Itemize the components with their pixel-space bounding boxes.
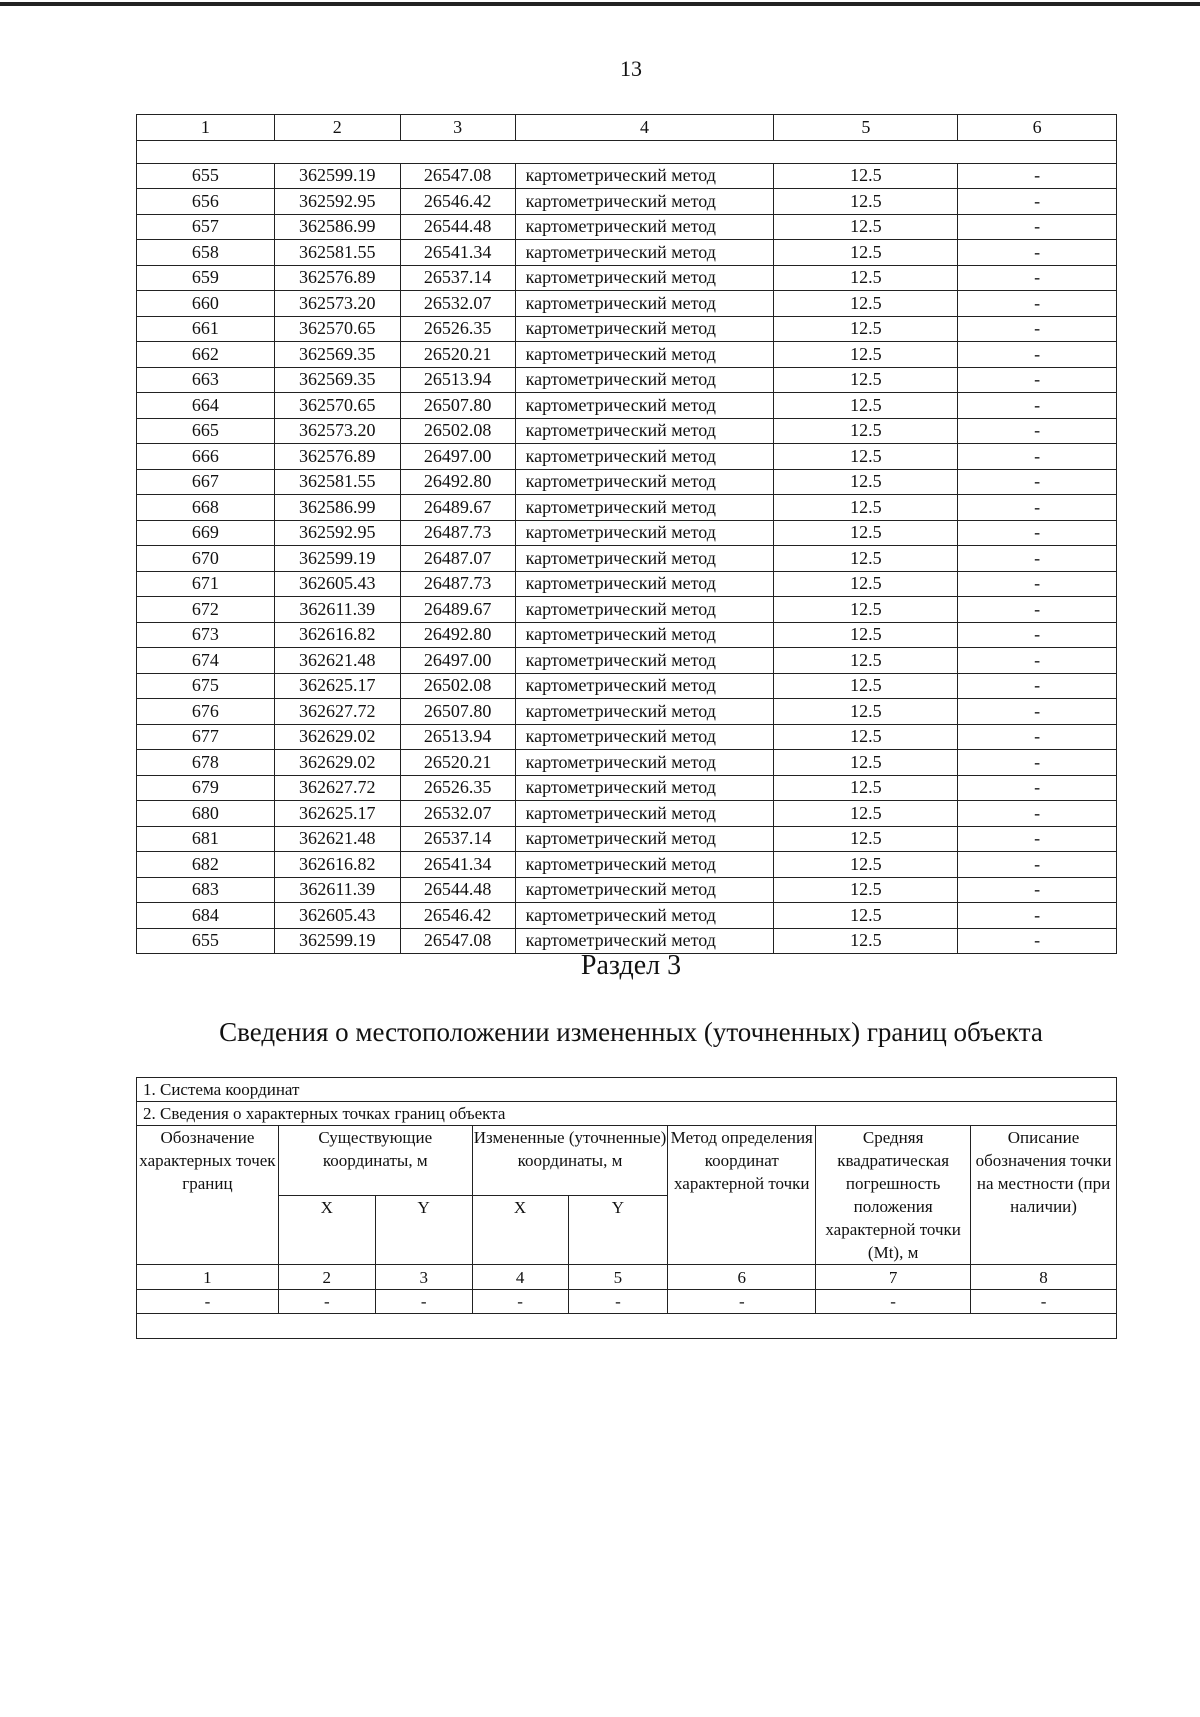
- table-row: [137, 291, 1117, 317]
- column-number: 2: [278, 1265, 375, 1290]
- table-cell: -: [958, 826, 1117, 852]
- table-cell: 26541.34: [400, 240, 515, 266]
- table-cell: картометрический метод: [515, 597, 774, 623]
- table-cell: 656: [137, 189, 275, 215]
- table-cell: 12.5: [774, 597, 958, 623]
- table-cell: 674: [137, 648, 275, 674]
- table-cell: -: [958, 724, 1117, 750]
- table-cell: -: [958, 189, 1117, 215]
- table-row: [137, 852, 1117, 878]
- table-cell: картометрический метод: [515, 342, 774, 368]
- table-row: [137, 367, 1117, 393]
- table-row: [137, 775, 1117, 801]
- table-cell: -: [958, 520, 1117, 546]
- table-cell: 362599.19: [274, 163, 400, 189]
- table-row: [137, 699, 1117, 725]
- column-number-row: [137, 1265, 1117, 1290]
- table-row: [137, 342, 1117, 368]
- table-cell: 26497.00: [400, 648, 515, 674]
- table-cell: 658: [137, 240, 275, 266]
- table-cell: 665: [137, 418, 275, 444]
- table-cell: картометрический метод: [515, 214, 774, 240]
- table-cell: 684: [137, 903, 275, 929]
- table-cell: 26487.73: [400, 571, 515, 597]
- table-row: [137, 673, 1117, 699]
- table-cell: 655: [137, 163, 275, 189]
- table-cell: 676: [137, 699, 275, 725]
- table-cell: картометрический метод: [515, 495, 774, 521]
- table-cell: 362599.19: [274, 546, 400, 572]
- column-number: 7: [816, 1265, 971, 1290]
- table-cell: картометрический метод: [515, 546, 774, 572]
- table-row: [137, 240, 1117, 266]
- table-cell: 12.5: [774, 852, 958, 878]
- table-cell: 362625.17: [274, 801, 400, 827]
- table-cell: картометрический метод: [515, 852, 774, 878]
- table-cell: -: [958, 877, 1117, 903]
- table-cell: 12.5: [774, 469, 958, 495]
- table-cell: 12.5: [774, 342, 958, 368]
- table-cell: 362581.55: [274, 469, 400, 495]
- table-cell: 12.5: [774, 673, 958, 699]
- table-cell: -: [958, 546, 1117, 572]
- table-cell: -: [568, 1290, 668, 1314]
- table-cell: картометрический метод: [515, 163, 774, 189]
- table-cell: -: [958, 852, 1117, 878]
- table-cell: 12.5: [774, 444, 958, 470]
- table-cell: 12.5: [774, 903, 958, 929]
- table-cell: -: [816, 1290, 971, 1314]
- table-cell: 26520.21: [400, 342, 515, 368]
- table-cell: 675: [137, 673, 275, 699]
- table-cell: -: [958, 214, 1117, 240]
- header-point-designation: Обозначение характерных точек границ: [137, 1126, 279, 1265]
- header-existing-coords: Существующие координаты, м: [278, 1126, 472, 1196]
- points-info-label: 2. Сведения о характерных точках границ объекта: [137, 1102, 1117, 1126]
- table-cell: 26492.80: [400, 469, 515, 495]
- table-cell: 12.5: [774, 265, 958, 291]
- table-cell: 12.5: [774, 928, 958, 954]
- table-cell: 362625.17: [274, 673, 400, 699]
- table-cell: 12.5: [774, 622, 958, 648]
- table-cell: -: [958, 648, 1117, 674]
- table-cell: -: [958, 469, 1117, 495]
- table-cell: 362611.39: [274, 597, 400, 623]
- table-cell: картометрический метод: [515, 775, 774, 801]
- table-cell: 678: [137, 750, 275, 776]
- table-cell: 362592.95: [274, 189, 400, 215]
- table-row: [137, 265, 1117, 291]
- table-cell: 362605.43: [274, 571, 400, 597]
- table-cell: 362581.55: [274, 240, 400, 266]
- table-cell: 12.5: [774, 240, 958, 266]
- table-cell: 26546.42: [400, 189, 515, 215]
- column-header: 3: [400, 115, 515, 141]
- table-cell: 12.5: [774, 418, 958, 444]
- page-number: 13: [620, 56, 642, 81]
- table-cell: -: [958, 342, 1117, 368]
- table-cell: -: [958, 673, 1117, 699]
- header-description: Описание обозначения точки на местности (при наличии): [971, 1126, 1117, 1265]
- table-cell: 362616.82: [274, 622, 400, 648]
- table-cell: -: [958, 291, 1117, 317]
- table-cell: 671: [137, 571, 275, 597]
- table-cell: 362629.02: [274, 724, 400, 750]
- table-cell: 12.5: [774, 699, 958, 725]
- table-cell: -: [958, 699, 1117, 725]
- table-cell: 26487.07: [400, 546, 515, 572]
- table-cell: 12.5: [774, 648, 958, 674]
- table-cell: -: [278, 1290, 375, 1314]
- table-cell: картометрический метод: [515, 673, 774, 699]
- table-row: [137, 826, 1117, 852]
- table-cell: картометрический метод: [515, 699, 774, 725]
- header-row: [137, 115, 1117, 141]
- header-existing-x: X: [278, 1196, 375, 1265]
- table-cell: 26507.80: [400, 393, 515, 419]
- table-cell: 362573.20: [274, 291, 400, 317]
- table-cell: 12.5: [774, 495, 958, 521]
- table-cell: 26532.07: [400, 291, 515, 317]
- column-number: 3: [375, 1265, 472, 1290]
- table-cell: 362621.48: [274, 826, 400, 852]
- table-cell: 362586.99: [274, 214, 400, 240]
- table-cell: 26547.08: [400, 928, 515, 954]
- column-header: 1: [137, 115, 275, 141]
- column-header: 5: [774, 115, 958, 141]
- column-number: 6: [668, 1265, 816, 1290]
- table-cell: картометрический метод: [515, 367, 774, 393]
- table-cell: 26492.80: [400, 622, 515, 648]
- table-cell: 12.5: [774, 367, 958, 393]
- blank-row: [137, 140, 1117, 163]
- table-row: [137, 622, 1117, 648]
- table-cell: картометрический метод: [515, 418, 774, 444]
- table-cell: 12.5: [774, 163, 958, 189]
- header-existing-y: Y: [375, 1196, 472, 1265]
- column-header: 2: [274, 115, 400, 141]
- table-row: [137, 444, 1117, 470]
- points-info-row: [137, 1102, 1117, 1126]
- table-cell: -: [958, 418, 1117, 444]
- section-subtitle: Сведения о местоположении измененных (уточненных) границ объекта: [219, 1017, 1043, 1047]
- table-cell: 655: [137, 928, 275, 954]
- table-row: [137, 418, 1117, 444]
- table-cell: картометрический метод: [515, 520, 774, 546]
- table-cell: 362570.65: [274, 316, 400, 342]
- table-cell: 26547.08: [400, 163, 515, 189]
- coordinates-table: [136, 114, 1117, 954]
- table-cell: 12.5: [774, 877, 958, 903]
- table-row: [137, 495, 1117, 521]
- table-cell: 26544.48: [400, 214, 515, 240]
- table-cell: картометрический метод: [515, 826, 774, 852]
- table-cell: -: [958, 597, 1117, 623]
- table-cell: 12.5: [774, 393, 958, 419]
- table-cell: 26541.34: [400, 852, 515, 878]
- table-cell: 12.5: [774, 291, 958, 317]
- table-cell: -: [375, 1290, 472, 1314]
- table-cell: картометрический метод: [515, 291, 774, 317]
- table-cell: 26507.80: [400, 699, 515, 725]
- table-row: [137, 316, 1117, 342]
- table-cell: 672: [137, 597, 275, 623]
- header-changed-y: Y: [568, 1196, 668, 1265]
- table-cell: картометрический метод: [515, 316, 774, 342]
- table-cell: 680: [137, 801, 275, 827]
- table-cell: 12.5: [774, 826, 958, 852]
- table-cell: -: [958, 240, 1117, 266]
- table-cell: 26537.14: [400, 265, 515, 291]
- coordinate-system-label: 1. Система координат: [137, 1078, 1117, 1102]
- table-cell: 362569.35: [274, 367, 400, 393]
- table-cell: -: [958, 316, 1117, 342]
- column-number: 1: [137, 1265, 279, 1290]
- table-cell: -: [958, 622, 1117, 648]
- boundary-points-table: [136, 1077, 1117, 1339]
- table-cell: -: [958, 265, 1117, 291]
- table-cell: картометрический метод: [515, 393, 774, 419]
- table-cell: 26532.07: [400, 801, 515, 827]
- header-changed-coords: Измененные (уточненные) координаты, м: [472, 1126, 668, 1196]
- column-header: 4: [515, 115, 774, 141]
- table-cell: картометрический метод: [515, 928, 774, 954]
- table-cell: 26489.67: [400, 495, 515, 521]
- table-cell: 673: [137, 622, 275, 648]
- table-cell: 26502.08: [400, 418, 515, 444]
- table-cell: 662: [137, 342, 275, 368]
- table-cell: 362616.82: [274, 852, 400, 878]
- table-cell: 26520.21: [400, 750, 515, 776]
- table-cell: картометрический метод: [515, 648, 774, 674]
- table-cell: -: [137, 1290, 279, 1314]
- table-cell: картометрический метод: [515, 469, 774, 495]
- table-cell: картометрический метод: [515, 903, 774, 929]
- table-cell: 362627.72: [274, 775, 400, 801]
- table-cell: 362569.35: [274, 342, 400, 368]
- empty-row: [137, 1314, 1117, 1339]
- table-cell: -: [668, 1290, 816, 1314]
- table-cell: 667: [137, 469, 275, 495]
- table-cell: 682: [137, 852, 275, 878]
- table-row: [137, 393, 1117, 419]
- table-cell: 666: [137, 444, 275, 470]
- table-cell: 26544.48: [400, 877, 515, 903]
- table-cell: картометрический метод: [515, 877, 774, 903]
- table-cell: 26526.35: [400, 775, 515, 801]
- table-row: [137, 724, 1117, 750]
- table-cell: 26537.14: [400, 826, 515, 852]
- table-cell: -: [958, 750, 1117, 776]
- table-cell: 362586.99: [274, 495, 400, 521]
- table-cell: 26513.94: [400, 724, 515, 750]
- table-row: [137, 801, 1117, 827]
- table-row: [137, 571, 1117, 597]
- table-cell: 26526.35: [400, 316, 515, 342]
- table-cell: 669: [137, 520, 275, 546]
- table-cell: -: [472, 1290, 568, 1314]
- table-row: [137, 597, 1117, 623]
- table-cell: 362599.19: [274, 928, 400, 954]
- table-cell: 668: [137, 495, 275, 521]
- table-cell: картометрический метод: [515, 444, 774, 470]
- table-cell: 663: [137, 367, 275, 393]
- table-cell: 362611.39: [274, 877, 400, 903]
- table-cell: 12.5: [774, 724, 958, 750]
- table-row: [137, 163, 1117, 189]
- column-number: 5: [568, 1265, 668, 1290]
- data-row: [137, 1290, 1117, 1314]
- table-cell: 12.5: [774, 316, 958, 342]
- blank-cell: [137, 140, 1117, 163]
- table-row: [137, 469, 1117, 495]
- column-header: 6: [958, 115, 1117, 141]
- table-cell: 362621.48: [274, 648, 400, 674]
- table-cell: -: [958, 801, 1117, 827]
- table-cell: 664: [137, 393, 275, 419]
- table-cell: -: [958, 495, 1117, 521]
- table-cell: -: [958, 163, 1117, 189]
- table-cell: 681: [137, 826, 275, 852]
- table-cell: 12.5: [774, 189, 958, 215]
- table-cell: 362627.72: [274, 699, 400, 725]
- table-cell: -: [958, 367, 1117, 393]
- table-row: [137, 546, 1117, 572]
- table-cell: 12.5: [774, 750, 958, 776]
- table-cell: картометрический метод: [515, 750, 774, 776]
- table-row: [137, 750, 1117, 776]
- table-cell: 12.5: [774, 520, 958, 546]
- table-row: [137, 189, 1117, 215]
- table-cell: картометрический метод: [515, 265, 774, 291]
- table-cell: 657: [137, 214, 275, 240]
- header-error: Средняя квадратическая погрешность положения характерной точки (Mt), м: [816, 1126, 971, 1265]
- table-cell: картометрический метод: [515, 801, 774, 827]
- column-number: 8: [971, 1265, 1117, 1290]
- table-cell: -: [958, 393, 1117, 419]
- table-cell: 679: [137, 775, 275, 801]
- empty-cell: [137, 1314, 1117, 1339]
- table-cell: картометрический метод: [515, 571, 774, 597]
- table-cell: 362576.89: [274, 265, 400, 291]
- table-cell: -: [971, 1290, 1117, 1314]
- section-title: Раздел 3: [580, 950, 682, 981]
- table-cell: -: [958, 903, 1117, 929]
- header-method: Метод определения координат характерной точки: [668, 1126, 816, 1265]
- table-cell: 26502.08: [400, 673, 515, 699]
- table-cell: 12.5: [774, 775, 958, 801]
- column-number: 4: [472, 1265, 568, 1290]
- table-cell: 12.5: [774, 801, 958, 827]
- header-changed-x: X: [472, 1196, 568, 1265]
- table-cell: 362592.95: [274, 520, 400, 546]
- table-cell: 26546.42: [400, 903, 515, 929]
- table-cell: картометрический метод: [515, 622, 774, 648]
- table-cell: 26497.00: [400, 444, 515, 470]
- table-cell: 362576.89: [274, 444, 400, 470]
- table-cell: 362629.02: [274, 750, 400, 776]
- table-row: [137, 214, 1117, 240]
- table-cell: 12.5: [774, 546, 958, 572]
- table-cell: 660: [137, 291, 275, 317]
- table-cell: 683: [137, 877, 275, 903]
- header-row: [137, 1126, 1117, 1196]
- table-cell: -: [958, 775, 1117, 801]
- table-cell: 26487.73: [400, 520, 515, 546]
- table-cell: -: [958, 571, 1117, 597]
- table-cell: 12.5: [774, 571, 958, 597]
- table-row: [137, 520, 1117, 546]
- scan-top-border: [0, 2, 1200, 6]
- table-cell: 362605.43: [274, 903, 400, 929]
- table-cell: 362573.20: [274, 418, 400, 444]
- table-cell: 677: [137, 724, 275, 750]
- coordinate-system-row: [137, 1078, 1117, 1102]
- table-row: [137, 648, 1117, 674]
- table-cell: -: [958, 928, 1117, 954]
- table-cell: 362570.65: [274, 393, 400, 419]
- table-cell: -: [958, 444, 1117, 470]
- table-cell: 670: [137, 546, 275, 572]
- table-row: [137, 903, 1117, 929]
- table-cell: картометрический метод: [515, 724, 774, 750]
- table-row: [137, 877, 1117, 903]
- table-cell: 26513.94: [400, 367, 515, 393]
- table-cell: 659: [137, 265, 275, 291]
- table-cell: 661: [137, 316, 275, 342]
- table-cell: картометрический метод: [515, 189, 774, 215]
- table-cell: 12.5: [774, 214, 958, 240]
- table-cell: 26489.67: [400, 597, 515, 623]
- table-cell: картометрический метод: [515, 240, 774, 266]
